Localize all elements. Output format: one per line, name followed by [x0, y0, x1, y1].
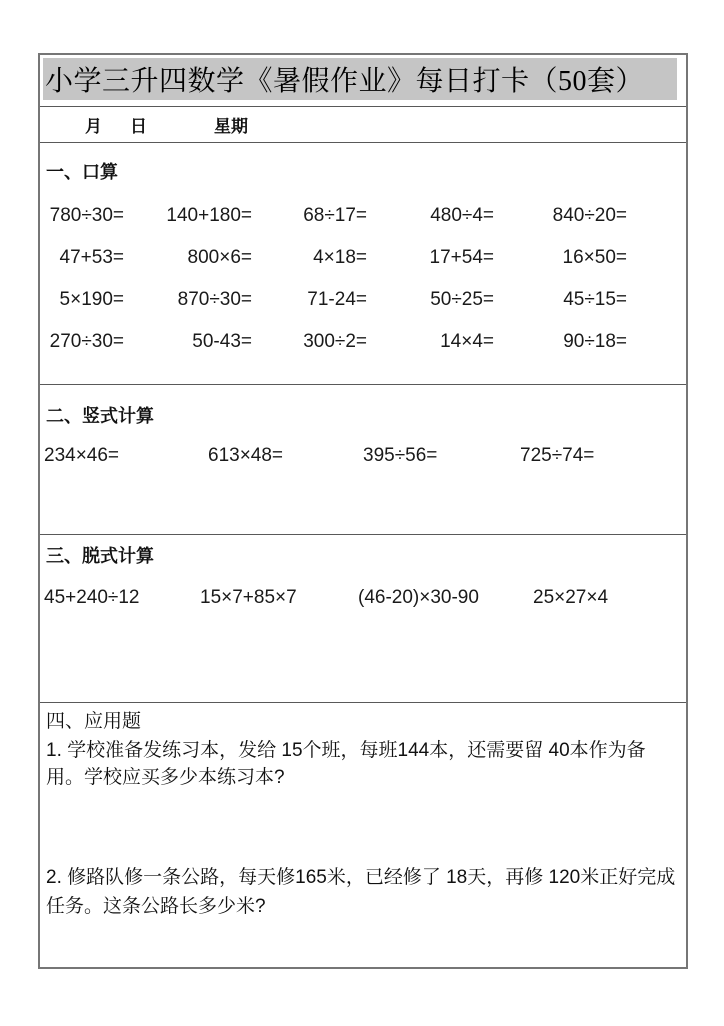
- section-word-problems: [40, 711, 686, 1026]
- step-problem-row: [40, 587, 686, 609]
- worksheet-table: [38, 53, 688, 969]
- vertical-problem: 613×48=: [208, 445, 284, 466]
- oral-problem: 45÷15=: [563, 289, 627, 310]
- oral-problem: 16×50=: [562, 247, 627, 268]
- step-problem: 25×27×4: [533, 587, 609, 608]
- oral-problem: 480÷4=: [430, 205, 494, 226]
- oral-problem: 68÷17=: [303, 205, 367, 226]
- word-problem-2: 2. 修路队修一条公路，每天修165米，已经修了 18天，再修 120米正好完成任务。这条公路长多少米?: [46, 867, 676, 917]
- section-step-calculation: [40, 545, 686, 703]
- word-problem-1: 1. 学校准备发练习本，发给 15个班，每班144本，还需要留 40本作为备用。学校应买多少本练习本?: [46, 740, 646, 788]
- vertical-problem: 395÷56=: [363, 445, 438, 466]
- date-month-label: 月: [85, 117, 102, 136]
- oral-problem: 47+53=: [59, 247, 124, 268]
- vertical-problem: 725÷74=: [520, 445, 595, 466]
- section-vertical-calculation: [40, 405, 686, 535]
- oral-problem: 5×190=: [59, 289, 124, 310]
- oral-problem: 270÷30=: [49, 331, 124, 352]
- oral-problem: 71-24=: [307, 289, 367, 310]
- section-oral-calculation: [40, 161, 686, 385]
- page-title: 小学三升四数学《暑假作业》每日打卡（50套）: [45, 66, 645, 97]
- date-week-label: 星期: [214, 117, 248, 136]
- title-row: [40, 58, 686, 107]
- oral-problem-grid: [40, 205, 686, 353]
- oral-problem: 17+54=: [429, 247, 494, 268]
- oral-problem: 4×18=: [313, 247, 367, 268]
- section-heading-oral: 一、口算: [46, 162, 118, 182]
- oral-problem: 800×6=: [187, 247, 252, 268]
- step-problem: (46-20)×30-90: [358, 587, 479, 608]
- oral-problem: 50÷25=: [430, 289, 494, 310]
- oral-problem: 14×4=: [440, 331, 494, 352]
- section-heading-vertical: 二、竖式计算: [46, 406, 154, 426]
- section-heading-word: 四、应用题: [46, 711, 142, 732]
- date-row: [40, 107, 686, 143]
- oral-problem: 780÷30=: [49, 205, 124, 226]
- section-heading-step: 三、脱式计算: [46, 546, 154, 566]
- title-band: [43, 58, 677, 100]
- date-day-label: 日: [130, 117, 147, 136]
- oral-problem: 870÷30=: [177, 289, 252, 310]
- vertical-problem-row: [40, 445, 686, 467]
- oral-problem: 50-43=: [192, 331, 252, 352]
- oral-problem: 140+180=: [166, 205, 252, 226]
- vertical-problem: 234×46=: [44, 445, 120, 466]
- oral-problem: 90÷18=: [563, 331, 627, 352]
- oral-problem: 300÷2=: [303, 331, 367, 352]
- step-problem: 45+240÷12: [44, 587, 140, 608]
- step-problem: 15×7+85×7: [200, 587, 297, 608]
- oral-problem: 840÷20=: [552, 205, 627, 226]
